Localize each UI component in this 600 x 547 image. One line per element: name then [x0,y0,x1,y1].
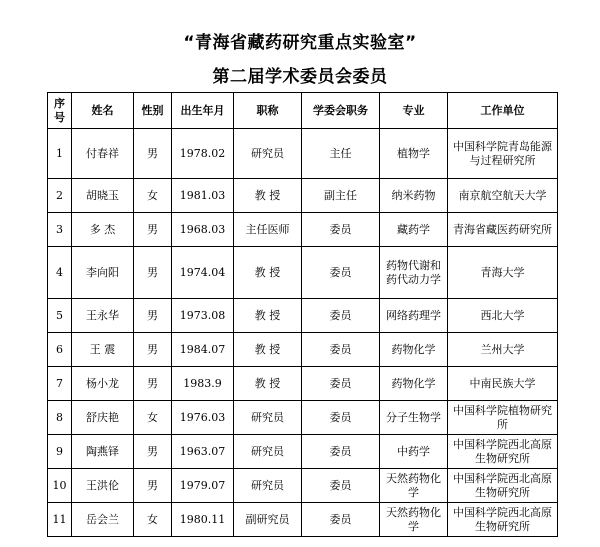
cell-seq: 10 [48,469,72,503]
cell-title: 研究员 [234,435,302,469]
table-row [48,179,558,213]
cell-title: 教 授 [234,247,302,299]
cell-title: 研究员 [234,469,302,503]
cell-name: 多 杰 [72,213,134,247]
cell-unit: 兰州大学 [448,333,558,367]
cell-unit: 西北大学 [448,299,558,333]
table-row [48,503,558,537]
table-row [48,435,558,469]
table-row [48,333,558,367]
cell-seq: 2 [48,179,72,213]
cell-seq: 8 [48,401,72,435]
cell-seq: 7 [48,367,72,401]
header-name: 姓名 [72,93,134,129]
cell-major: 天然药物化学 [380,469,448,503]
header-title: 职称 [234,93,302,129]
cell-role: 委员 [302,367,380,401]
table-row [48,213,558,247]
cell-birth: 1976.03 [172,401,234,435]
cell-birth: 1973.08 [172,299,234,333]
cell-gender: 男 [134,247,172,299]
cell-unit: 青海大学 [448,247,558,299]
table-row [48,401,558,435]
cell-birth: 1963.07 [172,435,234,469]
cell-unit: 青海省藏医药研究所 [448,213,558,247]
cell-birth: 1974.04 [172,247,234,299]
document-title-line2: 第二届学术委员会委员 [212,67,388,87]
cell-unit: 中国科学院植物研究所 [448,401,558,435]
table-row [48,469,558,503]
cell-major: 中药学 [380,435,448,469]
cell-role: 委员 [302,469,380,503]
header-unit: 工作单位 [448,93,558,129]
cell-title: 副研究员 [234,503,302,537]
cell-seq: 4 [48,247,72,299]
cell-role: 委员 [302,247,380,299]
committee-table [47,92,558,537]
cell-unit: 中国科学院西北高原生物研究所 [448,469,558,503]
cell-unit: 南京航空航天大学 [448,179,558,213]
cell-major: 植物学 [380,129,448,179]
cell-role: 副主任 [302,179,380,213]
cell-name: 王 震 [72,333,134,367]
cell-seq: 9 [48,435,72,469]
cell-role: 委员 [302,213,380,247]
cell-birth: 1984.07 [172,333,234,367]
cell-unit: 中国科学院西北高原生物研究所 [448,435,558,469]
header-seq: 序号 [48,93,72,129]
cell-birth: 1978.02 [172,129,234,179]
cell-title: 教 授 [234,179,302,213]
cell-gender: 男 [134,129,172,179]
table-row [48,129,558,179]
document-title-line1: “青海省藏药研究重点实验室” [183,33,417,53]
table-row [48,247,558,299]
cell-name: 陶燕铎 [72,435,134,469]
cell-major: 纳米药物 [380,179,448,213]
cell-gender: 女 [134,401,172,435]
cell-major: 分子生物学 [380,401,448,435]
cell-title: 教 授 [234,367,302,401]
cell-major: 天然药物化学 [380,503,448,537]
cell-title: 教 授 [234,333,302,367]
table-row [48,367,558,401]
cell-major: 药物化学 [380,367,448,401]
cell-name: 王洪伦 [72,469,134,503]
header-role: 学委会职务 [302,93,380,129]
cell-role: 委员 [302,401,380,435]
cell-seq: 11 [48,503,72,537]
cell-gender: 男 [134,469,172,503]
header-birth: 出生年月 [172,93,234,129]
cell-role: 委员 [302,333,380,367]
cell-name: 李向阳 [72,247,134,299]
cell-gender: 男 [134,367,172,401]
cell-major: 药物代谢和药代动力学 [380,247,448,299]
cell-name: 杨小龙 [72,367,134,401]
cell-unit: 中南民族大学 [448,367,558,401]
cell-major: 网络药理学 [380,299,448,333]
cell-name: 王永华 [72,299,134,333]
cell-major: 藏药学 [380,213,448,247]
table-row [48,299,558,333]
cell-birth: 1968.03 [172,213,234,247]
cell-name: 胡晓玉 [72,179,134,213]
cell-unit: 中国科学院西北高原生物研究所 [448,503,558,537]
cell-birth: 1979.07 [172,469,234,503]
cell-seq: 5 [48,299,72,333]
cell-gender: 男 [134,213,172,247]
cell-name: 付春祥 [72,129,134,179]
cell-seq: 1 [48,129,72,179]
cell-gender: 男 [134,299,172,333]
cell-title: 研究员 [234,401,302,435]
cell-seq: 6 [48,333,72,367]
cell-role: 主任 [302,129,380,179]
cell-gender: 女 [134,503,172,537]
cell-name: 舒庆艳 [72,401,134,435]
cell-major: 药物化学 [380,333,448,367]
cell-title: 教 授 [234,299,302,333]
cell-gender: 男 [134,333,172,367]
table-header-row [48,93,558,129]
cell-role: 委员 [302,299,380,333]
header-major: 专业 [380,93,448,129]
cell-birth: 1983.9 [172,367,234,401]
header-gender: 性别 [134,93,172,129]
cell-gender: 男 [134,435,172,469]
cell-title: 主任医师 [234,213,302,247]
cell-birth: 1981.03 [172,179,234,213]
cell-title: 研究员 [234,129,302,179]
cell-birth: 1980.11 [172,503,234,537]
cell-name: 岳会兰 [72,503,134,537]
cell-unit: 中国科学院青岛能源与过程研究所 [448,129,558,179]
cell-gender: 女 [134,179,172,213]
cell-seq: 3 [48,213,72,247]
cell-role: 委员 [302,435,380,469]
cell-role: 委员 [302,503,380,537]
